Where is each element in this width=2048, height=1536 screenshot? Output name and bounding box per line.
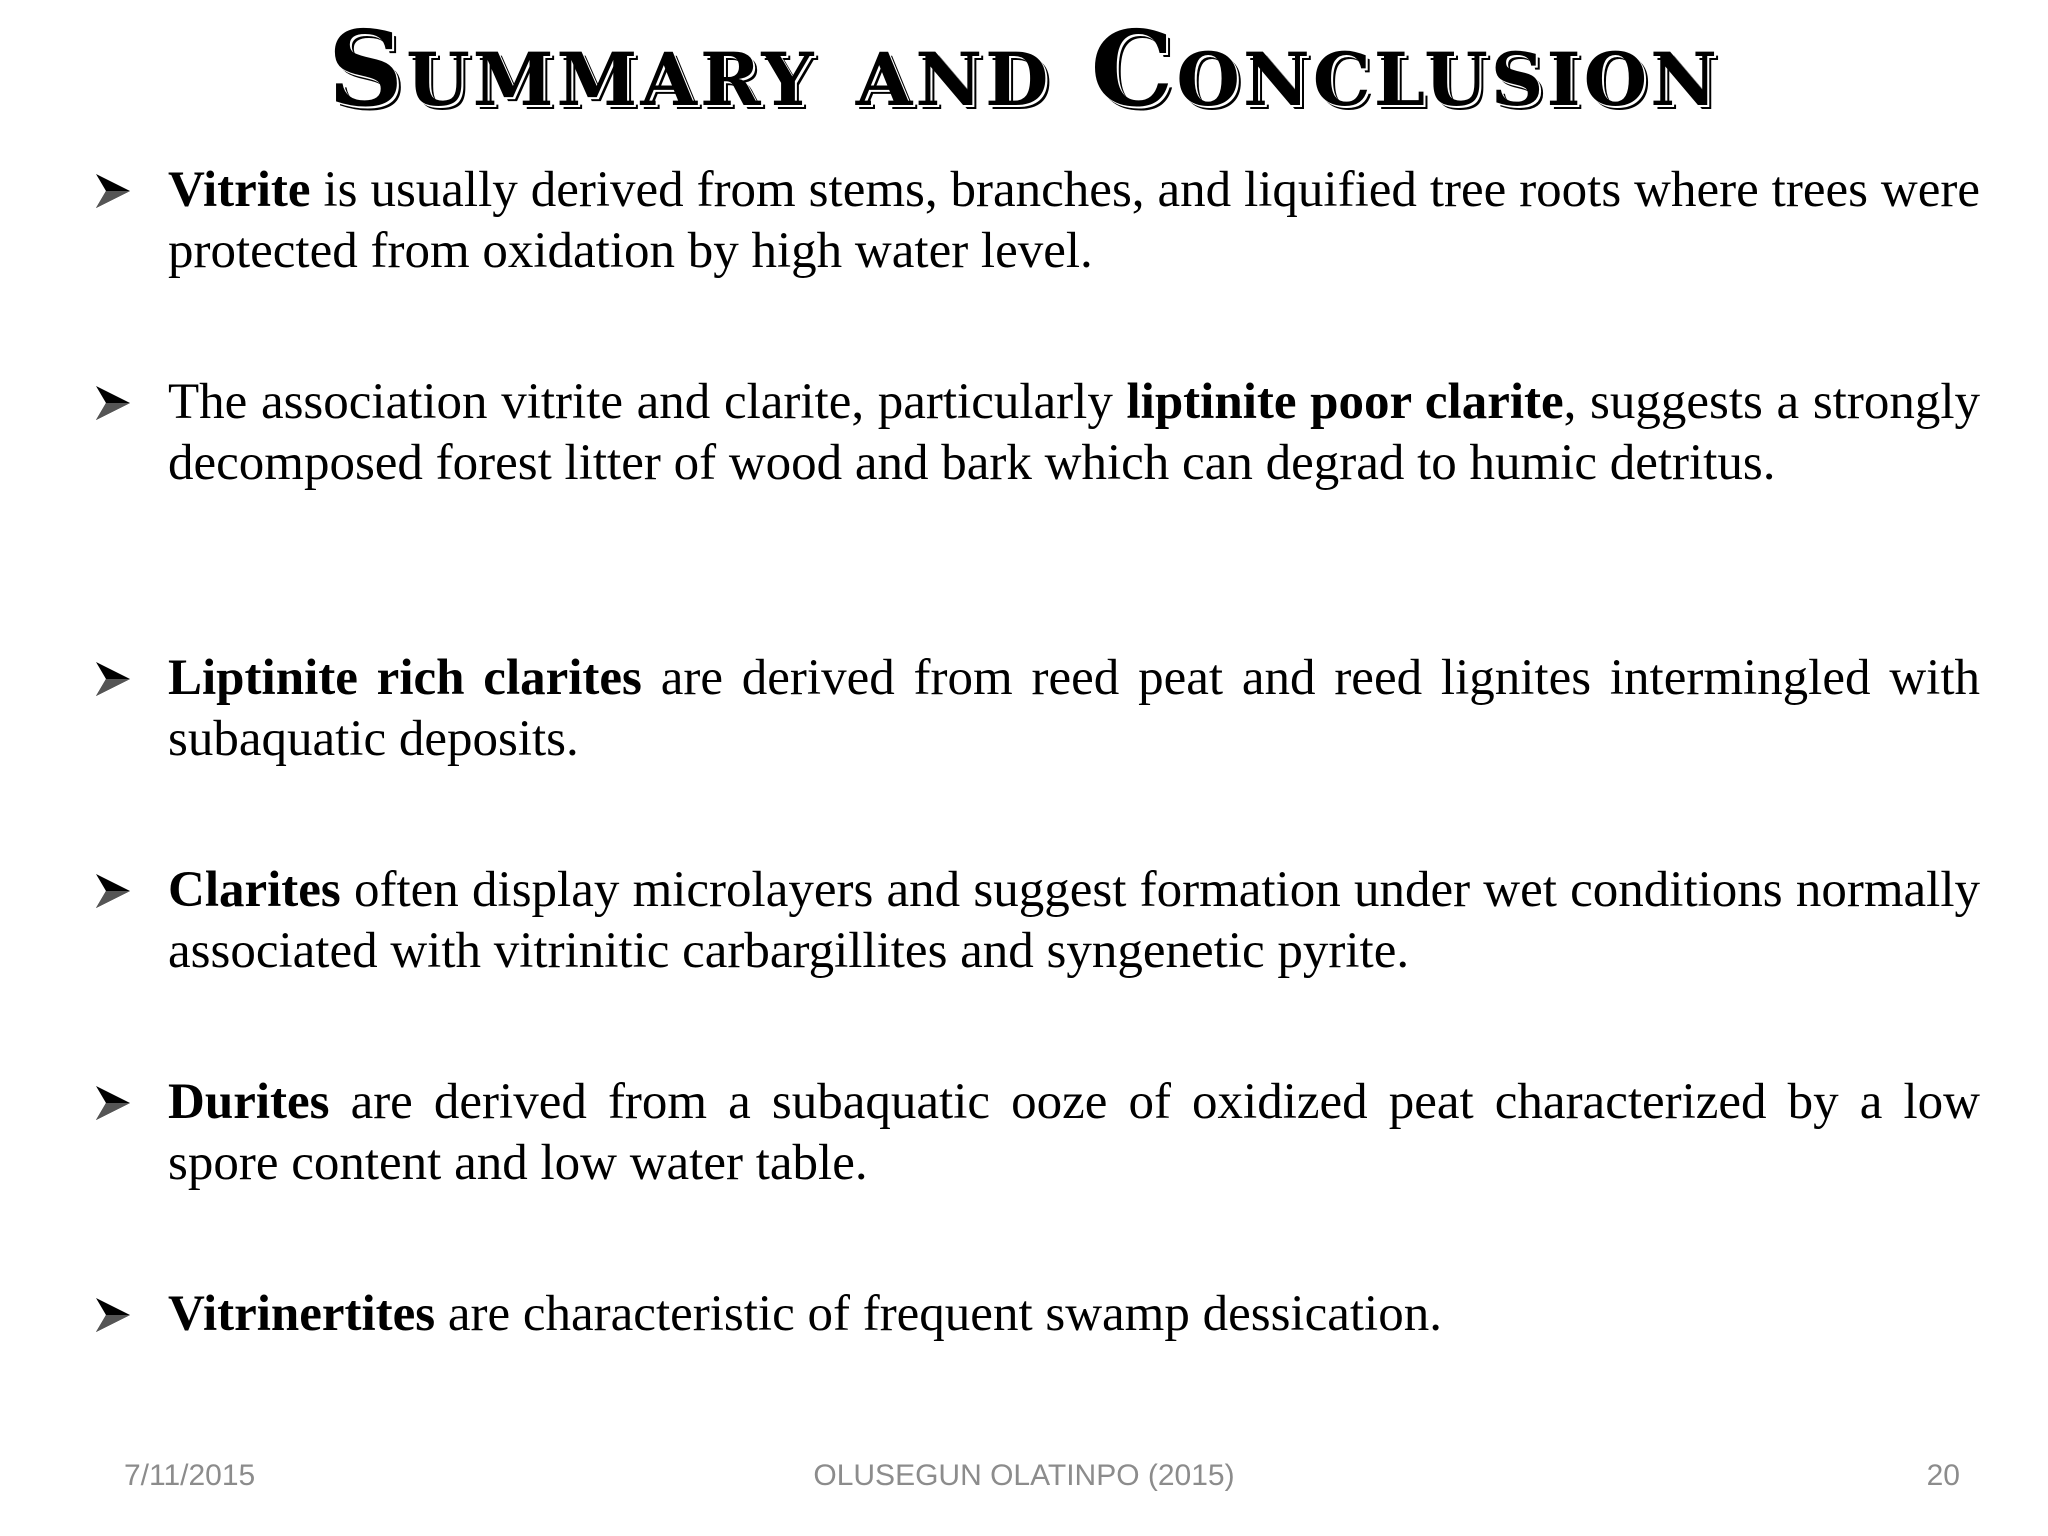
bullet-text	[168, 648, 1980, 770]
bullet-body: are derived from reed peat and reed lignites intermingled with subaquatic deposits.	[168, 650, 1980, 767]
bullet-text	[168, 1072, 1980, 1194]
bullet-body: , suggests a strongly decomposed forest litter of wood and bark which can degrad to humic detritus.	[168, 374, 1980, 491]
bullet-text	[168, 372, 1980, 494]
bullet-keyword: Vitrite	[168, 162, 311, 218]
bullet-body: is usually derived from stems, branches, and liquified tree roots where trees were protected from oxidation by high water level.	[168, 162, 1980, 279]
arrowhead-bullet-icon	[90, 860, 136, 922]
bullet-keyword: Liptinite rich clarites	[168, 650, 642, 706]
bullet-body: are derived from a subaquatic ooze of oxidized peat characterized by a low spore content and low water table.	[168, 1074, 1980, 1191]
bullet-prefix: The association vitrite and clarite, particularly	[168, 374, 1127, 430]
slide-title: Summary and Conclusion	[327, 7, 1720, 130]
bullet-text	[168, 860, 1980, 982]
footer-date: 7/11/2015	[124, 1459, 256, 1492]
arrowhead-bullet-icon	[90, 1072, 136, 1134]
bullet-text	[168, 1284, 1980, 1345]
bullet-keyword: Vitrinertites	[168, 1286, 436, 1342]
page-number: 20	[1926, 1459, 1960, 1492]
bullet-keyword: Clarites	[168, 862, 341, 918]
bullet-keyword: liptinite poor clarite	[1126, 374, 1564, 430]
bullet-body: are characteristic of frequent swamp dessication.	[435, 1286, 1442, 1342]
bullet-text	[168, 160, 1980, 282]
bullet-keyword: Durites	[168, 1074, 330, 1130]
footer-author: OLUSEGUN OLATINPO (2015)	[813, 1459, 1235, 1492]
bullet-body: often display microlayers and suggest formation under wet conditions normally associated with vitrinitic carbargillites and syngenetic pyrite.	[168, 862, 1980, 979]
arrowhead-bullet-icon	[90, 372, 136, 434]
arrowhead-bullet-icon	[90, 648, 136, 710]
arrowhead-bullet-icon	[90, 1284, 136, 1346]
arrowhead-bullet-icon	[90, 160, 136, 222]
